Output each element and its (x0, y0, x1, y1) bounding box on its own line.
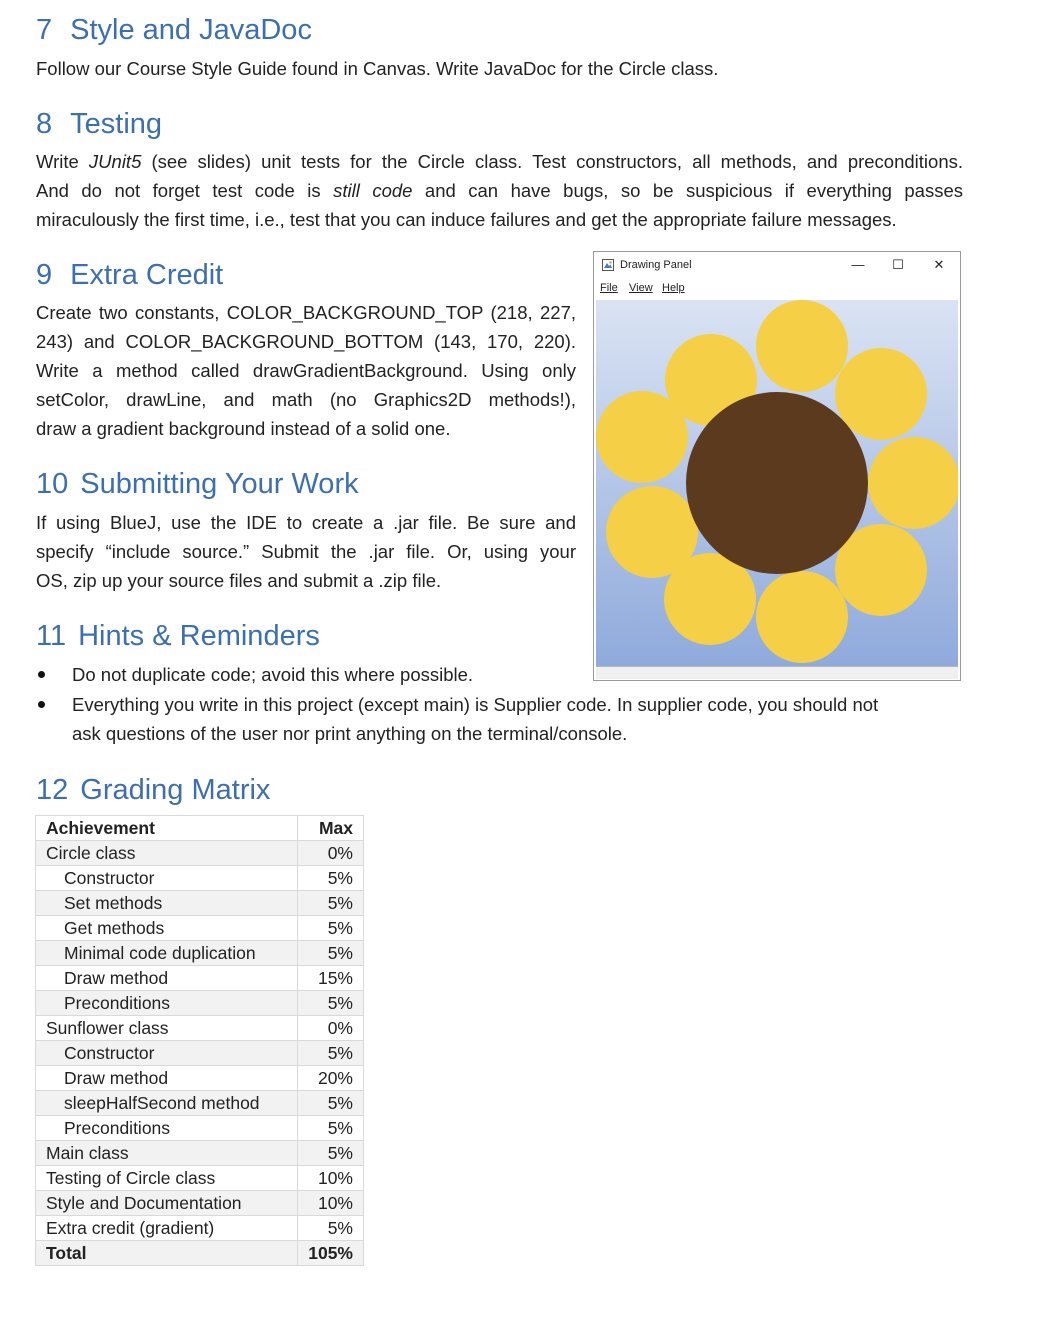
cell-achievement: Total (36, 1241, 298, 1266)
cell-max: 5% (298, 1091, 364, 1116)
section-9-line-1: Create two constants, COLOR_BACKGROUND_TOP (218, 227, (36, 302, 576, 323)
table-row (36, 891, 364, 916)
cell-max: 5% (298, 1216, 364, 1241)
sunflower-petal (868, 437, 958, 529)
table-row (36, 991, 364, 1016)
section-9-line-5: draw a gradient background instead of a solid one. (36, 418, 451, 439)
cell-max: 5% (298, 1041, 364, 1066)
still-code-emphasis: still code (333, 180, 413, 201)
table-row (36, 1191, 364, 1216)
cell-achievement: Style and Documentation (36, 1191, 298, 1216)
section-10-line-2: specify “include source.” Submit the .jar file. Or, using your (36, 541, 576, 562)
table-row (36, 916, 364, 941)
section-8-line-2: And do not forget test code is still code and can have bugs, so be suspicious if everything passes (36, 180, 963, 201)
section-7-text: Follow our Course Style Guide found in Canvas. Write JavaDoc for the Circle class. (36, 58, 719, 79)
section-10-line-1: If using BlueJ, use the IDE to create a .jar file. Be sure and (36, 512, 576, 533)
table-row (36, 1091, 364, 1116)
table-row (36, 866, 364, 891)
grading-matrix-table (35, 815, 364, 1266)
list-item: Do not duplicate code; avoid this where possible. (36, 660, 966, 690)
section-title: Grading Matrix (80, 774, 271, 806)
bullet-icon (38, 671, 45, 678)
table-row (36, 1066, 364, 1091)
section-10-heading (36, 468, 359, 501)
drawing-panel-window (593, 251, 961, 681)
table-row (36, 1016, 364, 1041)
window-status-bar (596, 666, 958, 679)
window-title: Drawing Panel (620, 259, 692, 271)
cell-achievement: Draw method (36, 966, 298, 991)
table-row (36, 966, 364, 991)
cell-max: 5% (298, 866, 364, 891)
cell-achievement: Constructor (36, 866, 298, 891)
cell-achievement: Draw method (36, 1066, 298, 1091)
section-8-line-3: miraculously the first time, i.e., test that you can induce failures and get the appropriate failure messages. (36, 209, 897, 230)
section-9-line-2: 243) and COLOR_BACKGROUND_BOTTOM (143, 170, 220). (36, 331, 576, 352)
cell-max: 105% (298, 1241, 364, 1266)
cell-achievement: Get methods (36, 916, 298, 941)
cell-max: 5% (298, 941, 364, 966)
cell-achievement: Testing of Circle class (36, 1166, 298, 1191)
minimize-icon[interactable]: — (851, 257, 865, 272)
table-total-row (36, 1241, 364, 1266)
section-title: Testing (70, 108, 163, 140)
cell-max: 5% (298, 891, 364, 916)
cell-achievement: Sunflower class (36, 1016, 298, 1041)
cell-achievement: Main class (36, 1141, 298, 1166)
maximize-icon[interactable]: ☐ (892, 257, 904, 272)
list-item: Everything you write in this project (except main) is Supplier code. In supplier code, you should not ask questions of the user nor print anything on the terminal/console. (36, 690, 966, 749)
section-12-heading (36, 774, 270, 807)
cell-achievement: Minimal code duplication (36, 941, 298, 966)
cell-achievement: Circle class (36, 841, 298, 866)
sunflower-petal (596, 391, 688, 483)
drawing-canvas (596, 300, 958, 666)
cell-max: 20% (298, 1066, 364, 1091)
table-row (36, 1166, 364, 1191)
section-title: Extra Credit (70, 259, 224, 291)
section-number: 12 (36, 774, 69, 806)
menu-file[interactable]: File (600, 282, 618, 294)
section-11-heading (36, 620, 320, 653)
window-title-bar[interactable] (594, 252, 960, 278)
sunflower-petal (756, 300, 848, 392)
cell-max: 10% (298, 1166, 364, 1191)
table-row (36, 1116, 364, 1141)
cell-max: 5% (298, 991, 364, 1016)
menu-help[interactable]: Help (662, 282, 685, 294)
section-number: 10 (36, 468, 69, 500)
junit5-emphasis: JUnit5 (88, 151, 142, 172)
section-number: 9 (36, 259, 53, 291)
section-number: 11 (36, 620, 67, 652)
sunflower-center (686, 392, 868, 574)
table-row (36, 1216, 364, 1241)
section-number: 7 (36, 14, 53, 46)
table-row (36, 1141, 364, 1166)
close-icon[interactable]: ✕ (933, 257, 945, 272)
cell-achievement: Extra credit (gradient) (36, 1216, 298, 1241)
cell-achievement: Set methods (36, 891, 298, 916)
cell-max: 0% (298, 1016, 364, 1041)
table-row (36, 941, 364, 966)
sunflower-petal (756, 571, 848, 663)
java-app-icon (602, 259, 614, 271)
sunflower-drawing (596, 300, 958, 666)
section-number: 8 (36, 108, 53, 140)
sunflower-petal (835, 348, 927, 440)
cell-max: 5% (298, 916, 364, 941)
bullet-icon (38, 701, 45, 708)
cell-achievement: Preconditions (36, 1116, 298, 1141)
header-achievement: Achievement (36, 816, 298, 841)
table-row (36, 841, 364, 866)
cell-max: 5% (298, 1141, 364, 1166)
section-9-line-3: Write a method called drawGradientBackground. Using only (36, 360, 576, 381)
section-7-heading (36, 14, 312, 47)
header-max: Max (298, 816, 364, 841)
section-9-heading (36, 259, 223, 292)
section-title: Submitting Your Work (80, 468, 359, 500)
section-8-heading (36, 108, 162, 141)
cell-max: 15% (298, 966, 364, 991)
cell-achievement: sleepHalfSecond method (36, 1091, 298, 1116)
section-9-line-4: setColor, drawLine, and math (no Graphics2D methods!), (36, 389, 576, 410)
cell-max: 0% (298, 841, 364, 866)
section-10-line-3: OS, zip up your source files and submit a .zip file. (36, 570, 442, 591)
section-8-line-1: Write JUnit5 (see slides) unit tests for the Circle class. Test constructors, all methods, and preconditions. (36, 151, 963, 172)
section-title: Style and JavaDoc (70, 14, 312, 46)
table-header-row (36, 816, 364, 841)
section-title: Hints & Reminders (78, 620, 320, 652)
table-row (36, 1041, 364, 1066)
cell-achievement: Preconditions (36, 991, 298, 1016)
cell-max: 5% (298, 1116, 364, 1141)
cell-achievement: Constructor (36, 1041, 298, 1066)
cell-max: 10% (298, 1191, 364, 1216)
menu-view[interactable]: View (629, 282, 653, 294)
